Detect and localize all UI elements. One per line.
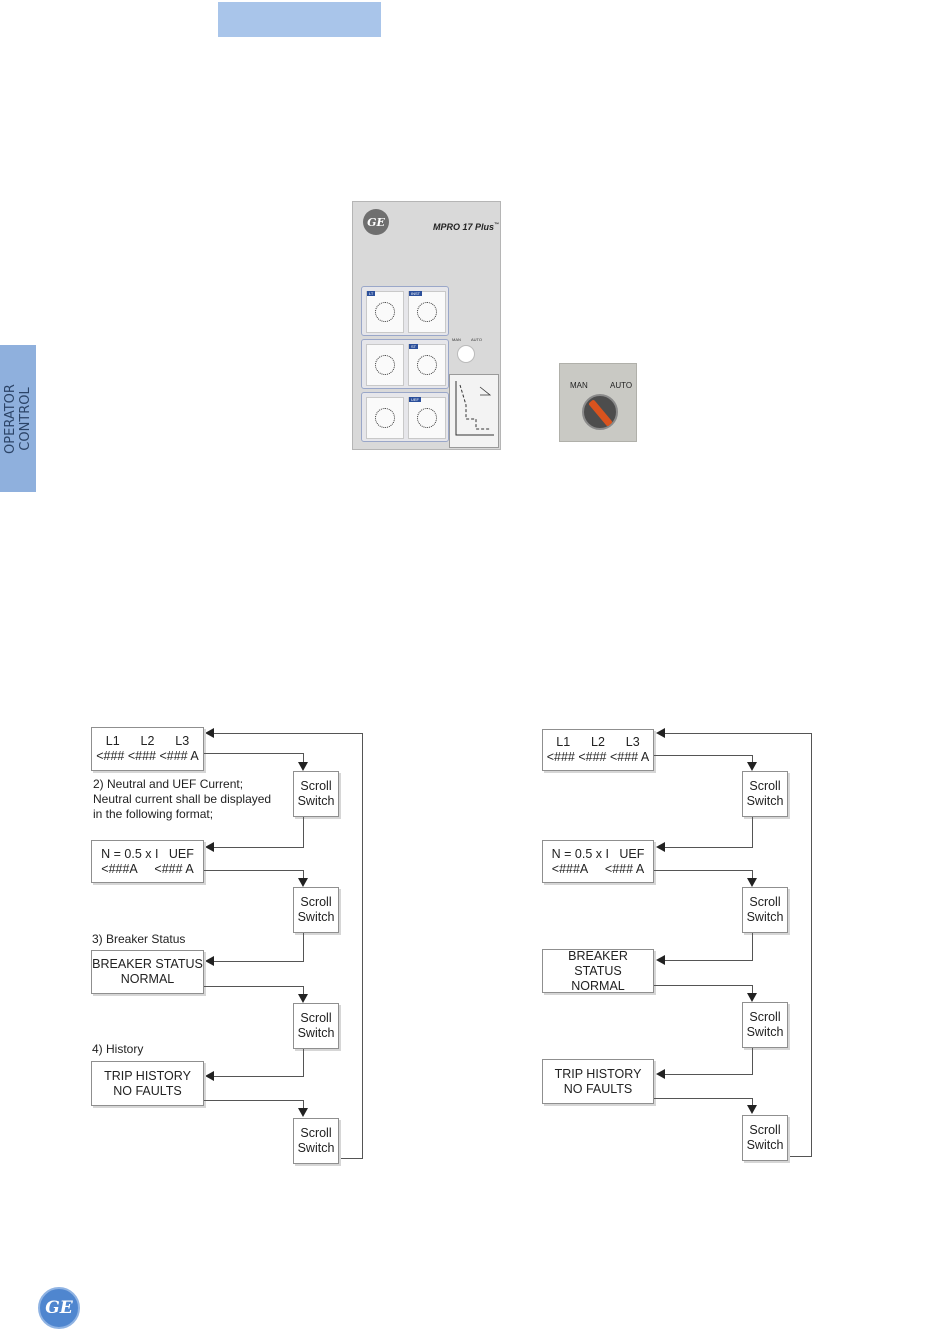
connector-line [665, 960, 753, 961]
scroll-label: Scroll [300, 779, 332, 793]
scroll-label: Switch [297, 910, 335, 924]
switch-man-label: MAN [570, 381, 588, 390]
knob-tag: INST [411, 291, 421, 296]
connector-line [665, 847, 753, 848]
display-line: TRIP HISTORY [554, 1066, 642, 1081]
switch-auto-label: AUTO [610, 381, 633, 390]
display-line: NORMAL [120, 972, 175, 986]
display-box-currents [542, 729, 654, 771]
knob-tag: LT [369, 291, 374, 296]
note-line: 2) Neutral and UEF Current; [93, 777, 244, 791]
section-tab-line2: CONTROL [18, 386, 34, 451]
display-line: NO FAULTS [113, 1083, 182, 1098]
arrow-left-icon [656, 955, 665, 965]
scroll-label: Switch [746, 1025, 784, 1039]
knob-tag: ST [411, 344, 417, 349]
arrow-down-icon [747, 993, 757, 1002]
display-line: NORMAL [571, 978, 625, 993]
scroll-switch-box [742, 1115, 788, 1161]
scroll-label: Switch [297, 1026, 335, 1040]
scroll-label: Scroll [749, 1123, 781, 1137]
loop-line [665, 733, 811, 734]
note-breaker-status: 3) Breaker Status [92, 932, 186, 946]
display-line: N = 0.5 x I UEF [101, 846, 194, 861]
display-line: <### <### <### A [96, 749, 199, 763]
scroll-label: Scroll [300, 895, 332, 909]
arrow-down-icon [747, 878, 757, 887]
connector-line [752, 817, 753, 847]
scroll-label: Scroll [300, 1126, 332, 1140]
display-line: <### <### <### A [546, 750, 650, 764]
scroll-switch-box [742, 887, 788, 933]
display-box-breaker-status [542, 949, 654, 993]
ge-logo-icon: GE [363, 209, 389, 235]
knob-tag: UEF [411, 397, 419, 402]
connector-line [654, 985, 752, 986]
display-line: L1 L2 L3 [556, 735, 640, 749]
relay-model-text: MPRO 17 Plus [433, 222, 495, 232]
display-line: BREAKER STATUS [92, 957, 203, 971]
section-tab-line1: OPERATOR [3, 383, 19, 454]
arrow-down-icon [747, 762, 757, 771]
arrow-left-icon [656, 728, 665, 738]
arrow-down-icon [747, 1105, 757, 1114]
scroll-switch-box [742, 1002, 788, 1048]
connector-line [752, 1048, 753, 1074]
scroll-label: Scroll [749, 1010, 781, 1024]
scroll-switch-box [742, 771, 788, 817]
panel-man-label: MAN [452, 337, 461, 342]
display-box-neutral [542, 840, 654, 883]
connector-line [654, 755, 752, 756]
connector-line [752, 933, 753, 960]
note-line: in the following format; [93, 807, 214, 821]
scroll-label: Switch [746, 910, 784, 924]
display-line: N = 0.5 x I UEF [551, 846, 645, 861]
scroll-label: Switch [746, 794, 784, 808]
scroll-label: Scroll [749, 779, 781, 793]
display-line: <###A <### A [101, 861, 194, 876]
panel-auto-label: AUTO [471, 337, 483, 342]
scroll-label: Scroll [300, 1011, 332, 1025]
display-line: <###A <### A [551, 861, 645, 876]
connector-line [665, 1074, 753, 1075]
connector-line [654, 1098, 752, 1099]
arrow-left-icon [656, 842, 665, 852]
scroll-label: Switch [297, 794, 335, 808]
display-line: BREAKER STATUS [568, 948, 628, 978]
trademark-symbol: ™ [494, 222, 500, 228]
display-line: NO FAULTS [563, 1081, 633, 1096]
note-line: Neutral current shall be displayed [93, 792, 272, 806]
scroll-label: Switch [297, 1141, 335, 1155]
arrow-left-icon [656, 1069, 665, 1079]
scroll-label: Switch [746, 1138, 784, 1152]
scroll-label: Scroll [749, 895, 781, 909]
ge-footer-logo-icon: GE [38, 1287, 80, 1329]
connector-line [654, 870, 752, 871]
display-line: L1 L2 L3 [105, 734, 190, 748]
loop-line [811, 733, 812, 1157]
display-box-trip-history [542, 1059, 654, 1104]
display-line: TRIP HISTORY [104, 1068, 191, 1083]
note-history: 4) History [92, 1042, 144, 1056]
loop-line [788, 1156, 811, 1157]
